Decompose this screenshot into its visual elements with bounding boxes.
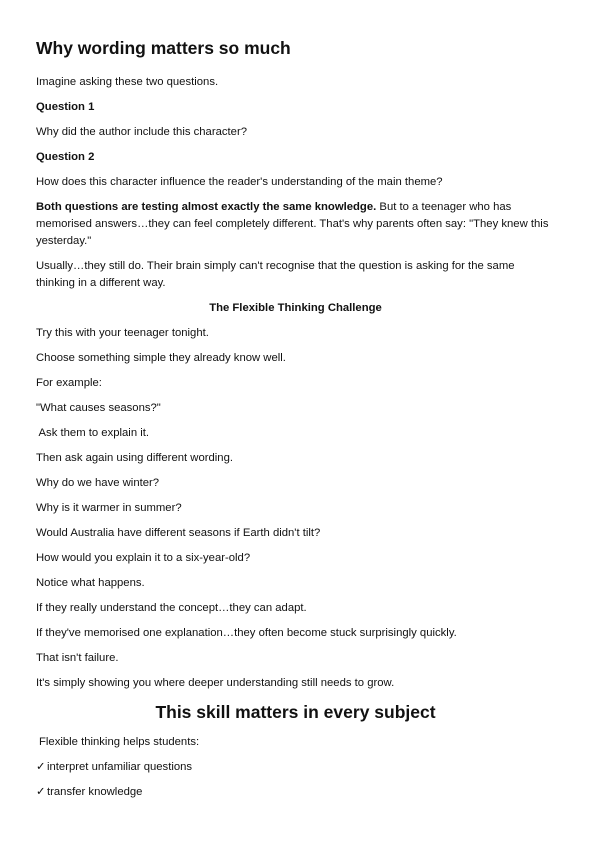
checkmark-icon: ✓ — [36, 761, 46, 773]
paragraph-body: But to a teenager who has memorised answers…they can feel completely different. That's why parents often say: "They knew this yesterday." — [36, 201, 549, 247]
body-line: Then ask again using different wording. — [36, 452, 233, 464]
body-line: Why is it warmer in summer? — [36, 502, 182, 514]
body-line: Choose something simple they already know well. — [36, 352, 286, 364]
body-line: Try this with your teenager tonight. — [36, 327, 209, 339]
body-line: Would Australia have different seasons if Earth didn't tilt? — [36, 527, 321, 539]
paragraph-bold-lead: Both questions are testing almost exactly the same knowledge. — [36, 201, 377, 213]
body-line: Notice what happens. — [36, 577, 145, 589]
body-line: Ask them to explain it. — [36, 427, 150, 439]
body-line: It's simply showing you where deeper understanding still needs to grow. — [36, 677, 395, 689]
body-line: How would you explain it to a six-year-old? — [36, 552, 251, 564]
body-line: That isn't failure. — [36, 652, 119, 664]
body-line: If they really understand the concept…they can adapt. — [36, 602, 307, 614]
skill-item — [36, 759, 555, 776]
question-1-text: Why did the author include this character? — [36, 126, 247, 138]
skills-intro: Flexible thinking helps students: — [39, 736, 200, 748]
paragraph-usually: Usually…they still do. Their brain simply can't recognise that the question is asking for the same thinking in a different way. — [36, 260, 515, 289]
subject-heading: This skill matters in every subject — [155, 702, 436, 722]
body-line: If they've memorised one explanation…they often become stuck surprisingly quickly. — [36, 627, 457, 639]
body-line: For example: — [36, 377, 102, 389]
intro-text: Imagine asking these two questions. — [36, 76, 219, 88]
body-line: Why do we have winter? — [36, 477, 160, 489]
body-line: "What causes seasons?" — [36, 402, 161, 414]
section-heading: Why wording matters so much — [36, 38, 291, 58]
question-2-label: Question 2 — [36, 151, 95, 163]
checkmark-icon: ✓ — [36, 786, 46, 798]
skill-label: transfer knowledge — [47, 786, 143, 798]
question-1-label: Question 1 — [36, 101, 95, 113]
paragraph-same-knowledge — [36, 199, 555, 250]
challenge-heading: The Flexible Thinking Challenge — [209, 302, 382, 314]
question-2-text: How does this character influence the reader's understanding of the main theme? — [36, 176, 443, 188]
skill-label: interpret unfamiliar questions — [47, 761, 193, 773]
skill-item — [36, 784, 555, 801]
